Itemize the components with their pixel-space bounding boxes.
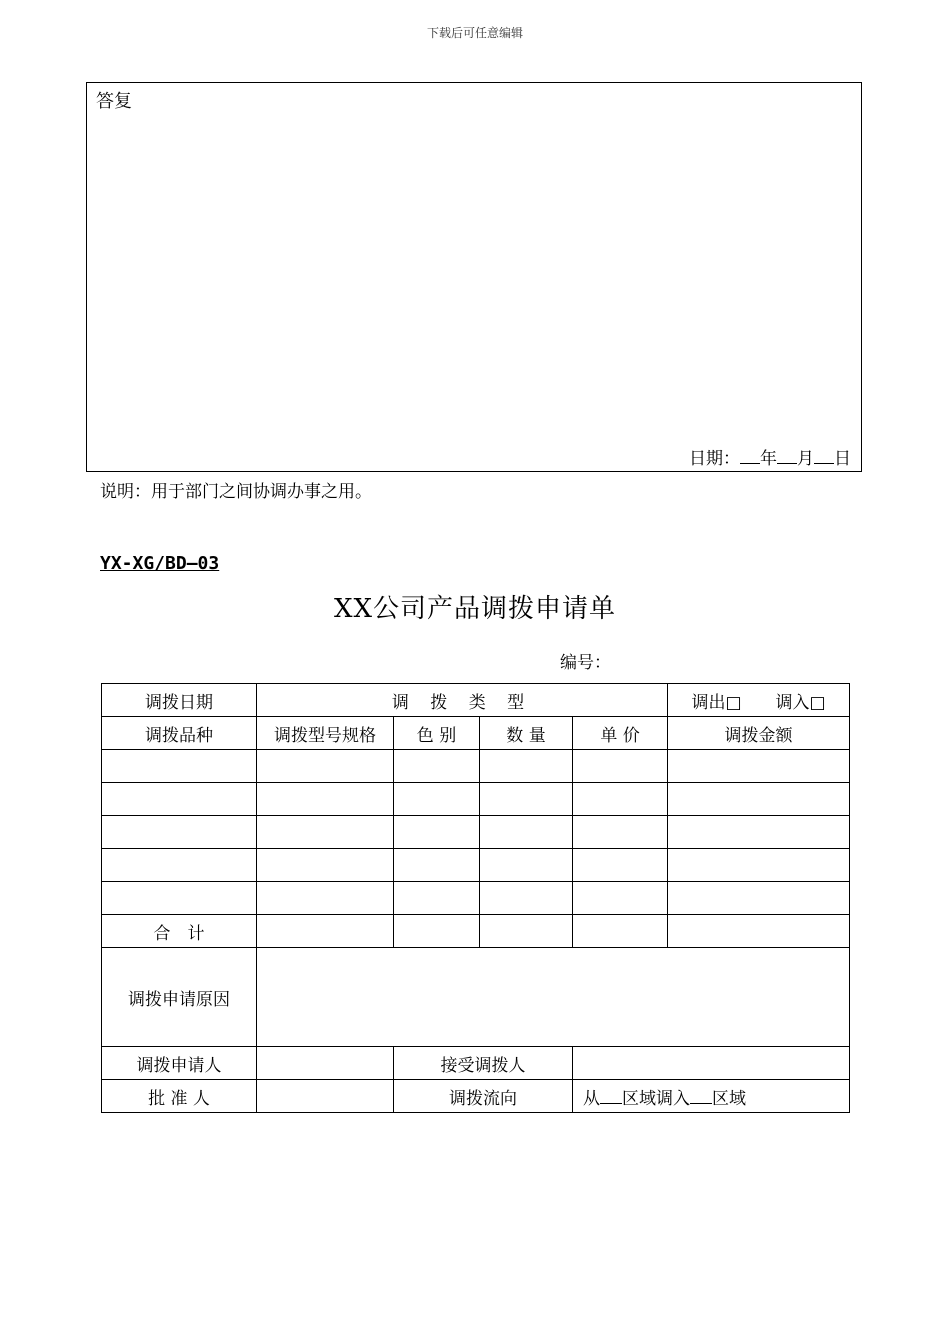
table-cell[interactable] (257, 783, 394, 816)
table-cell[interactable] (394, 783, 480, 816)
table-cell[interactable] (668, 783, 850, 816)
col-header-amount: 调拨金额 (668, 717, 850, 750)
table-cell[interactable] (573, 915, 668, 948)
reason-label: 调拨申请原因 (102, 948, 257, 1047)
table-row (102, 849, 850, 882)
approver-label: 批 准 人 (102, 1080, 257, 1113)
transfer-date-label: 调拨日期 (102, 684, 257, 717)
form-code: YX-XG/BD—03 (100, 553, 220, 574)
table-cell[interactable] (102, 783, 257, 816)
date-prefix: 日期： (689, 449, 740, 469)
table-cell[interactable] (394, 816, 480, 849)
table-cell[interactable] (480, 816, 573, 849)
flow-field[interactable] (573, 1080, 850, 1113)
reply-box (86, 82, 862, 472)
total-label: 合 计 (102, 915, 257, 948)
table-row (102, 750, 850, 783)
flow-to-blank[interactable] (690, 1087, 712, 1104)
year-blank (740, 447, 760, 464)
table-cell[interactable] (257, 750, 394, 783)
table-cell[interactable] (480, 849, 573, 882)
table-cell[interactable] (102, 849, 257, 882)
table-cell[interactable] (668, 915, 850, 948)
table-row (102, 717, 850, 750)
table-cell[interactable] (573, 783, 668, 816)
table-cell[interactable] (480, 882, 573, 915)
col-header-variety: 调拨品种 (102, 717, 257, 750)
table-cell[interactable] (668, 750, 850, 783)
table-row (102, 684, 850, 717)
col-header-color: 色 别 (394, 717, 480, 750)
transfer-type-options[interactable]: 调出□ 调入□ (668, 684, 850, 717)
applicant-row (102, 1047, 850, 1080)
table-cell[interactable] (394, 849, 480, 882)
reason-field[interactable] (257, 948, 850, 1047)
table-cell[interactable] (257, 816, 394, 849)
table-cell[interactable] (573, 882, 668, 915)
reason-row (102, 948, 850, 1047)
flow-mid: 区域调入 (622, 1088, 690, 1109)
table-row (102, 783, 850, 816)
date-year: 年 (760, 449, 777, 469)
approver-row (102, 1080, 850, 1113)
transfer-type-label: 调 拨 类 型 (257, 684, 668, 717)
approver-field[interactable] (257, 1080, 394, 1113)
table-cell[interactable] (668, 849, 850, 882)
note-line: 说明：用于部门之间协调办事之用。 (100, 482, 372, 502)
table-cell[interactable] (480, 750, 573, 783)
table-cell[interactable] (257, 882, 394, 915)
flow-end: 区域 (712, 1088, 746, 1109)
table-cell[interactable] (394, 915, 480, 948)
table-cell[interactable] (394, 882, 480, 915)
table-cell[interactable] (573, 849, 668, 882)
col-header-spec: 调拨型号规格 (257, 717, 394, 750)
flow-from: 从 (583, 1088, 600, 1109)
table-cell[interactable] (102, 816, 257, 849)
table-cell[interactable] (257, 915, 394, 948)
col-header-quantity: 数 量 (480, 717, 573, 750)
table-cell[interactable] (573, 750, 668, 783)
reply-date (689, 444, 851, 469)
transfer-form-table (101, 683, 850, 1113)
month-blank (777, 447, 797, 464)
total-row (102, 915, 850, 948)
table-row (102, 882, 850, 915)
col-header-unit-price: 单 价 (573, 717, 668, 750)
flow-from-blank[interactable] (600, 1087, 622, 1104)
applicant-field[interactable] (257, 1047, 394, 1080)
date-month: 月 (797, 449, 814, 469)
flow-label: 调拨流向 (394, 1080, 573, 1113)
day-blank (814, 447, 834, 464)
table-cell[interactable] (573, 816, 668, 849)
table-cell[interactable] (480, 783, 573, 816)
table-cell[interactable] (257, 849, 394, 882)
receiver-label: 接受调拨人 (394, 1047, 573, 1080)
table-cell[interactable] (668, 816, 850, 849)
table-cell[interactable] (102, 750, 257, 783)
date-day: 日 (834, 449, 851, 469)
table-cell[interactable] (394, 750, 480, 783)
table-row (102, 816, 850, 849)
applicant-label: 调拨申请人 (102, 1047, 257, 1080)
header-note: 下载后可任意编辑 (426, 26, 523, 40)
table-cell[interactable] (102, 882, 257, 915)
serial-label: 编号： (560, 653, 611, 673)
table-cell[interactable] (480, 915, 573, 948)
page-title: XX公司产品调拨申请单 (333, 594, 617, 624)
reply-label: 答复 (96, 91, 132, 112)
receiver-field[interactable] (573, 1047, 850, 1080)
table-cell[interactable] (668, 882, 850, 915)
